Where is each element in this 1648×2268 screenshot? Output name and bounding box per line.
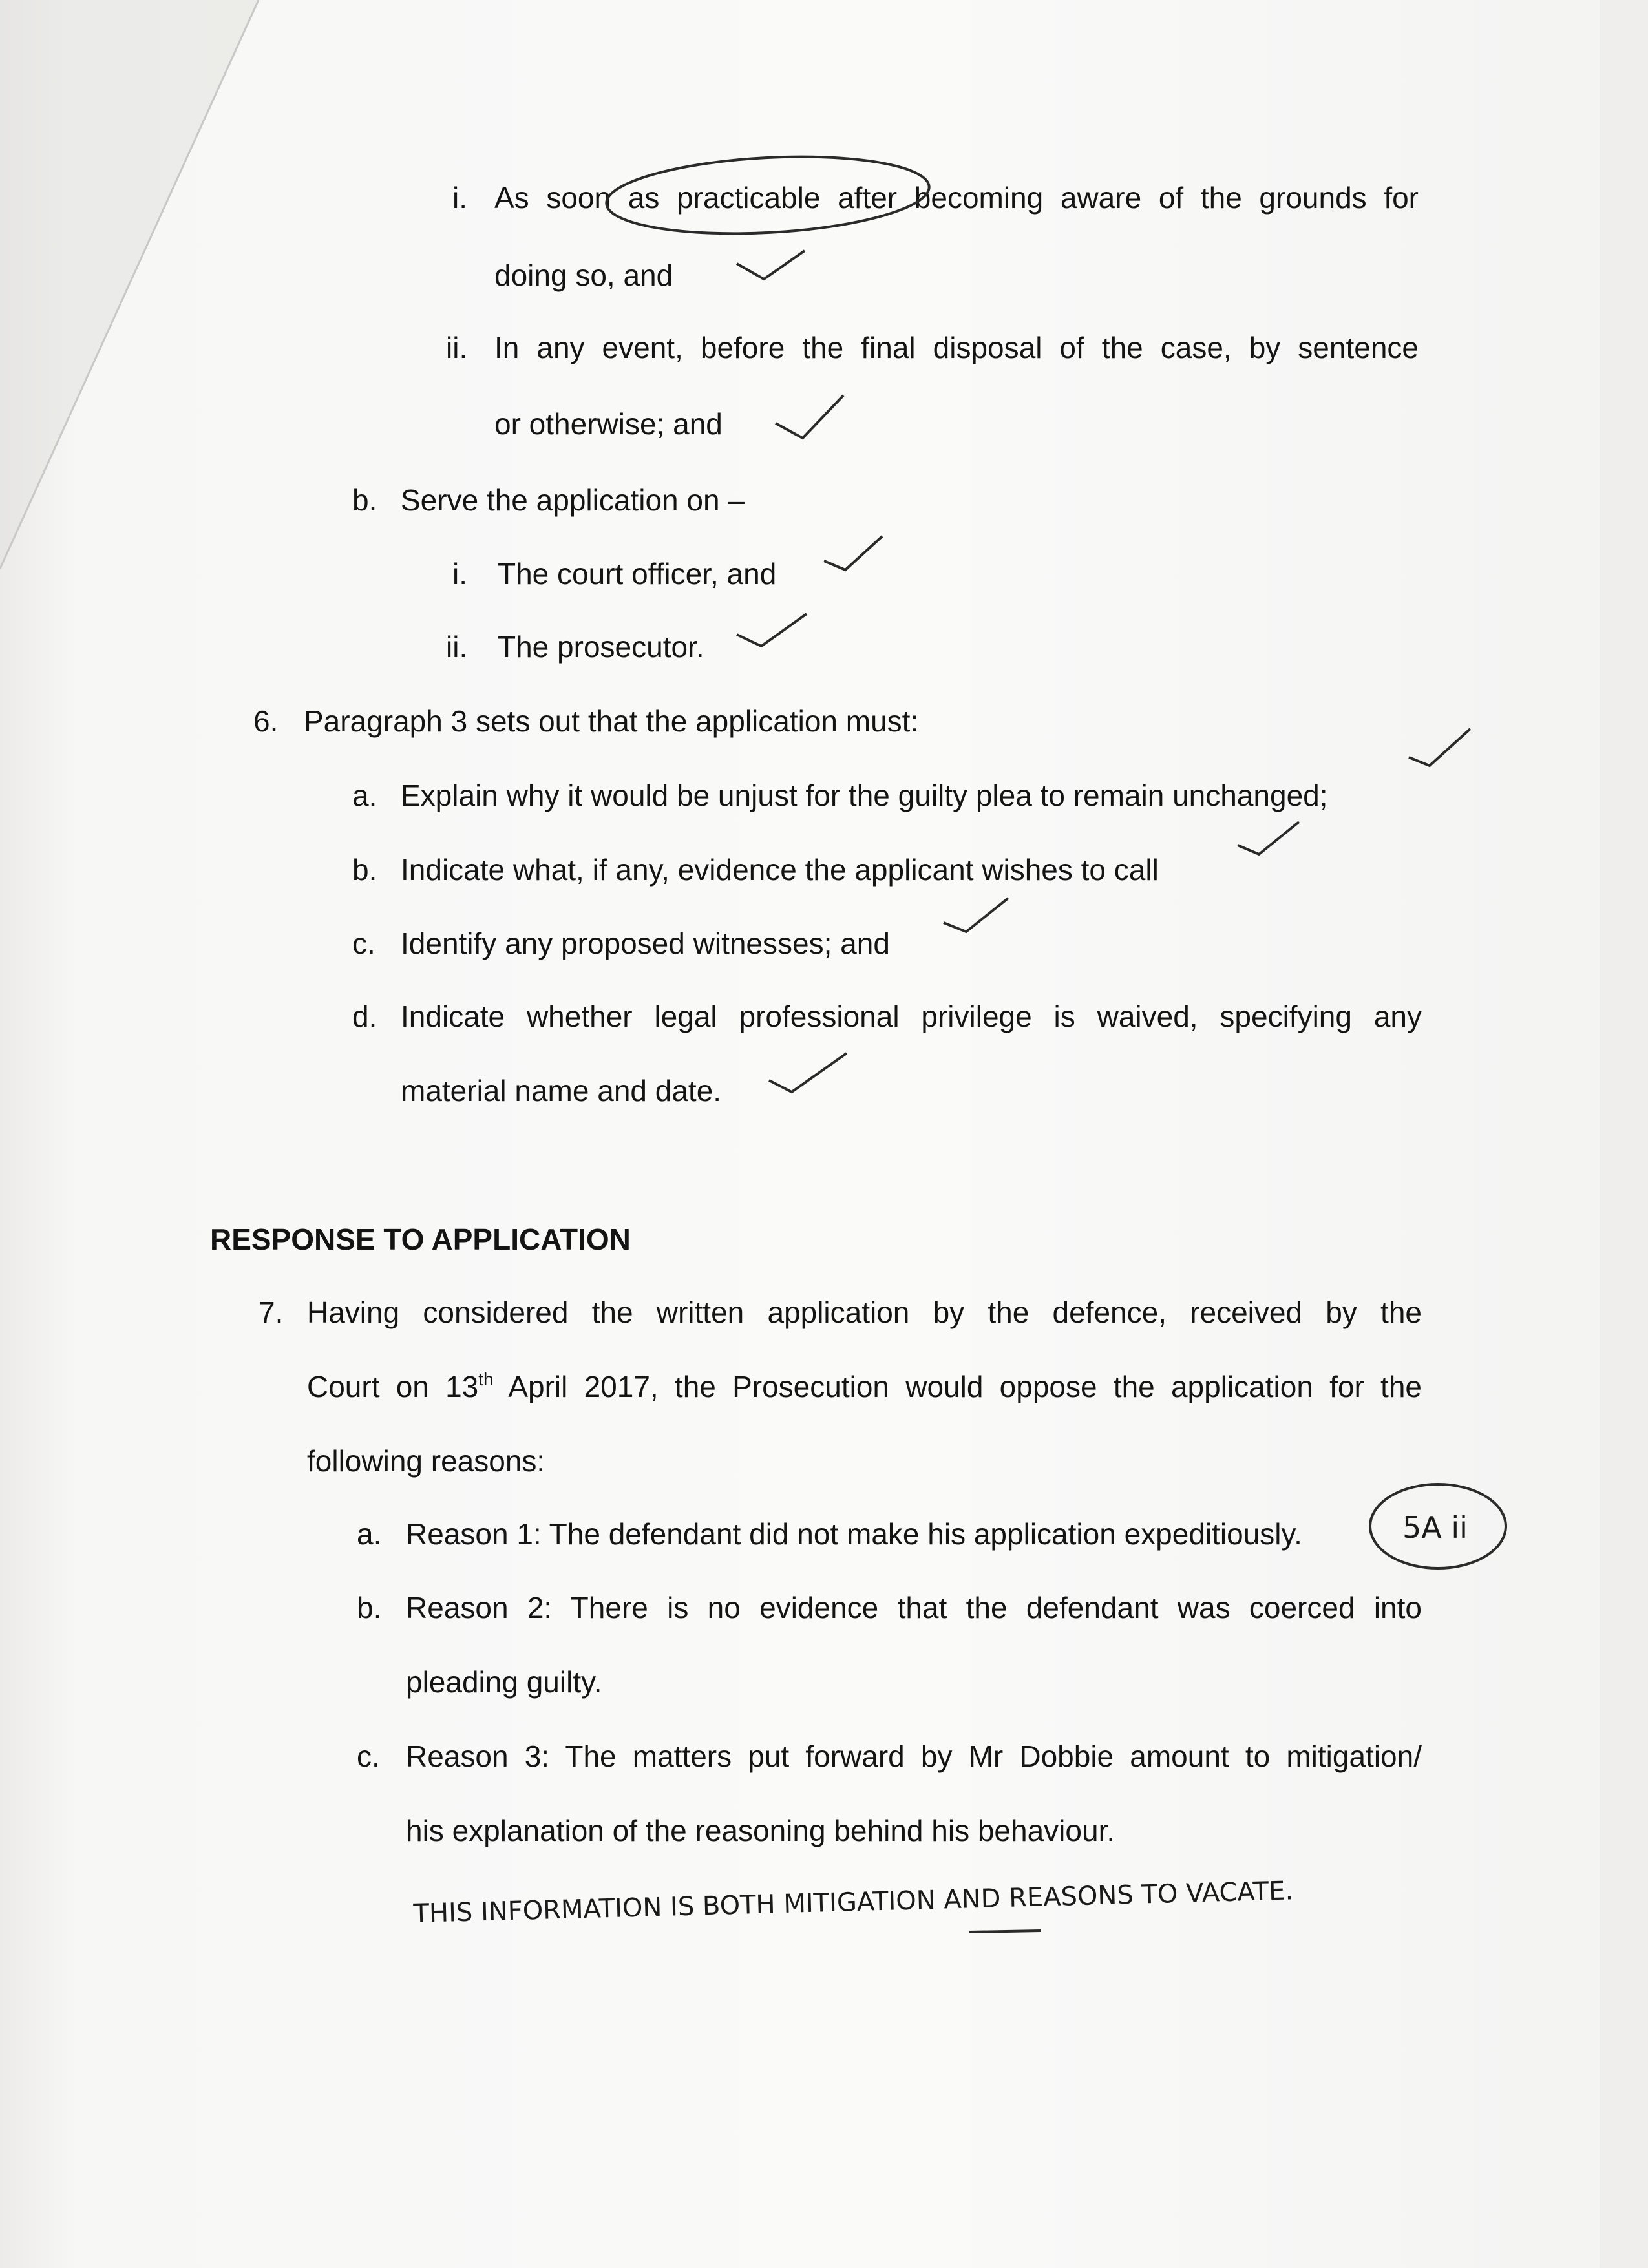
paragraph-text: Having considered the written application by the defence, received by the [307,1296,1422,1329]
paragraph-text-part: Court on 13 [307,1370,479,1403]
subitem-marker: i. [452,181,467,215]
handwritten-note: THIS INFORMATION IS BOTH MITIGATION AND REASONS TO VACATE. [413,1876,1294,1929]
tick-mark [824,536,882,570]
item-marker: c. [352,927,375,960]
item-text: Serve the application on – [401,483,745,517]
margin-note-circle [1370,1484,1506,1568]
reason-text: Reason 1: The defendant did not make his application expeditiously. [406,1517,1302,1551]
subitem-text: In any event, before the final disposal of the case, by sentence [494,331,1419,364]
subitem-marker: ii. [446,331,468,364]
tick-mark [944,898,1008,932]
paragraph-text-part: April 2017, the Prosecution would oppose the application for the [493,1370,1422,1403]
subitem-text: As soon as practicable after becoming aware of the grounds for [494,181,1419,215]
paragraph-text-continued [307,1369,1422,1405]
tick-mark [776,395,843,438]
reason-text: Reason 3: The matters put forward by Mr Dobbie amount to mitigation/ [406,1739,1422,1773]
reason-text-continued: pleading guilty. [406,1665,602,1699]
subitem-marker: i. [452,557,467,591]
tick-mark [1409,729,1470,766]
reason-text-continued: his explanation of the reasoning behind his behaviour. [406,1814,1115,1847]
tick-mark [737,614,807,646]
tick-mark [769,1053,847,1092]
item-marker: a. [352,779,377,812]
item-marker: b. [352,483,377,517]
tick-mark [1238,822,1299,854]
subitem-text: The prosecutor. [498,630,704,664]
tick-mark [737,251,805,279]
paragraph-text: Paragraph 3 sets out that the application must: [304,704,919,738]
item-text: Explain why it would be unjust for the guilty plea to remain unchanged; [401,779,1328,812]
item-text-continued: material name and date. [401,1074,722,1108]
reason-text: Reason 2: There is no evidence that the defendant was coerced into [406,1591,1422,1624]
paragraph-number: 6. [253,704,279,738]
subitem-text-continued: doing so, and [494,258,673,292]
item-marker: a. [357,1517,382,1551]
item-marker: d. [352,1000,377,1033]
item-text: Identify any proposed witnesses; and [401,927,890,960]
subitem-text: The court officer, and [498,557,777,591]
item-marker: b. [352,853,377,887]
ordinal-suffix: th [478,1369,494,1389]
subitem-marker: ii. [446,630,468,664]
item-marker: b. [357,1591,382,1624]
item-text: Indicate what, if any, evidence the applicant wishes to call [401,853,1159,887]
subitem-text-continued: or otherwise; and [494,407,723,441]
item-text: Indicate whether legal professional privilege is waived, specifying any [401,1000,1422,1033]
underline-mark [969,1931,1041,1932]
margin-note: 5A ii [1402,1510,1468,1545]
section-heading: RESPONSE TO APPLICATION [210,1223,631,1256]
paragraph-text-continued: following reasons: [307,1444,545,1478]
item-marker: c. [357,1739,380,1773]
paragraph-number: 7. [259,1296,284,1329]
